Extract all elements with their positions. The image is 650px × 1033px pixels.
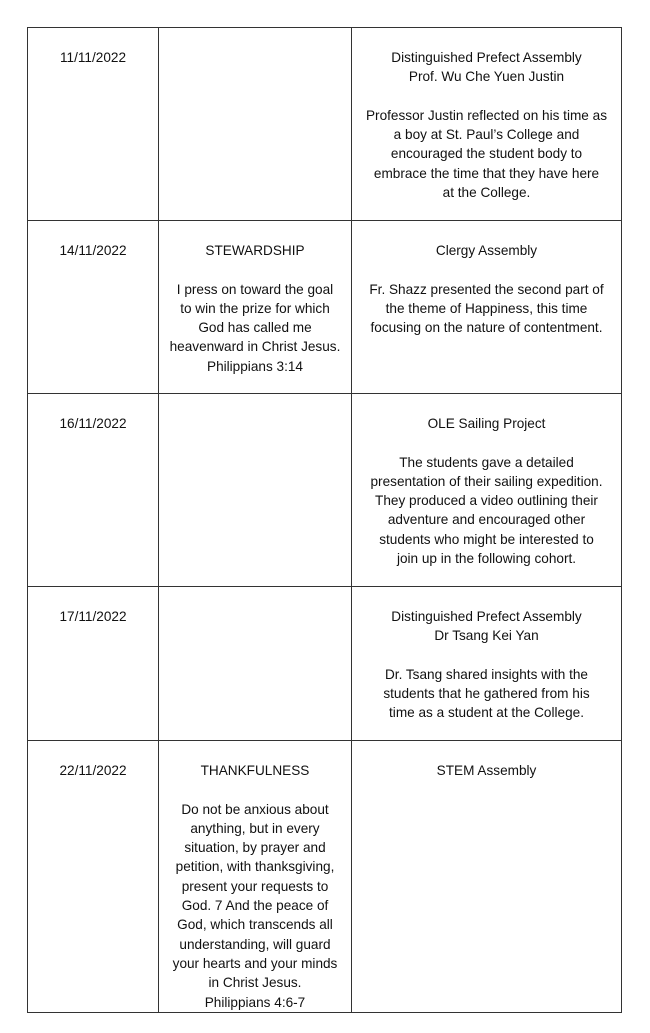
assembly-description: The students gave a detailed presentation of their sailing expedition. They produced a video outlining their adventure and encouraged other students who might be interested to join up in the following cohort.: [370, 454, 603, 567]
assembly-description: Dr. Tsang shared insights with the students that he gathered from his time as a student at the College.: [383, 666, 590, 721]
table-row: [28, 587, 622, 741]
assembly-cell: [352, 741, 622, 1013]
theme-cell: [159, 741, 352, 1013]
date-cell: [28, 221, 159, 394]
date-text: 17/11/2022: [59, 609, 127, 624]
table-row: [28, 394, 622, 587]
table-row: [28, 221, 622, 394]
assembly-cell: [352, 394, 622, 587]
date-text: 11/11/2022: [59, 50, 127, 65]
assembly-cell: [352, 28, 622, 221]
date-text: 14/11/2022: [59, 243, 127, 258]
theme-cell: [159, 28, 352, 221]
assembly-title: Distinguished Prefect Assembly Prof. Wu Che Yuen Justin: [391, 50, 582, 85]
theme-cell: [159, 394, 352, 587]
assembly-title: Distinguished Prefect Assembly Dr Tsang Kei Yan: [391, 609, 582, 644]
theme-text: Do not be anxious about anything, but in every situation, by prayer and petition, with thanksgiving, present your requests to God. 7 And the peace of God, which transcends all understanding, will guard your hearts and your minds in Christ Jesus. Philippians 4:6-7: [172, 801, 338, 1010]
date-cell: [28, 741, 159, 1013]
assembly-title: OLE Sailing Project: [427, 416, 546, 431]
date-text: 16/11/2022: [59, 416, 127, 431]
date-cell: [28, 587, 159, 741]
theme-text: I press on toward the goal to win the prize for which God has called me heavenward in Christ Jesus. Philippians 3:14: [169, 281, 341, 374]
theme-cell: [159, 587, 352, 741]
date-text: 22/11/2022: [59, 763, 127, 778]
assembly-title: Clergy Assembly: [435, 243, 538, 258]
table-row: [28, 741, 622, 1013]
table-row: [28, 28, 622, 221]
assembly-title: STEM Assembly: [436, 763, 537, 778]
assembly-cell: [352, 221, 622, 394]
theme-title: THANKFULNESS: [200, 763, 310, 778]
theme-title: STEWARDSHIP: [205, 243, 305, 258]
assembly-description: Fr. Shazz presented the second part of the theme of Happiness, this time focusing on the nature of contentment.: [369, 281, 604, 336]
date-cell: [28, 28, 159, 221]
assembly-description: Professor Justin reflected on his time as a boy at St. Paul’s College and encouraged the student body to embrace the time that they have here at the College.: [365, 107, 608, 201]
assembly-cell: [352, 587, 622, 741]
theme-cell: [159, 221, 352, 394]
assembly-schedule-table: [27, 27, 622, 1013]
date-cell: [28, 394, 159, 587]
